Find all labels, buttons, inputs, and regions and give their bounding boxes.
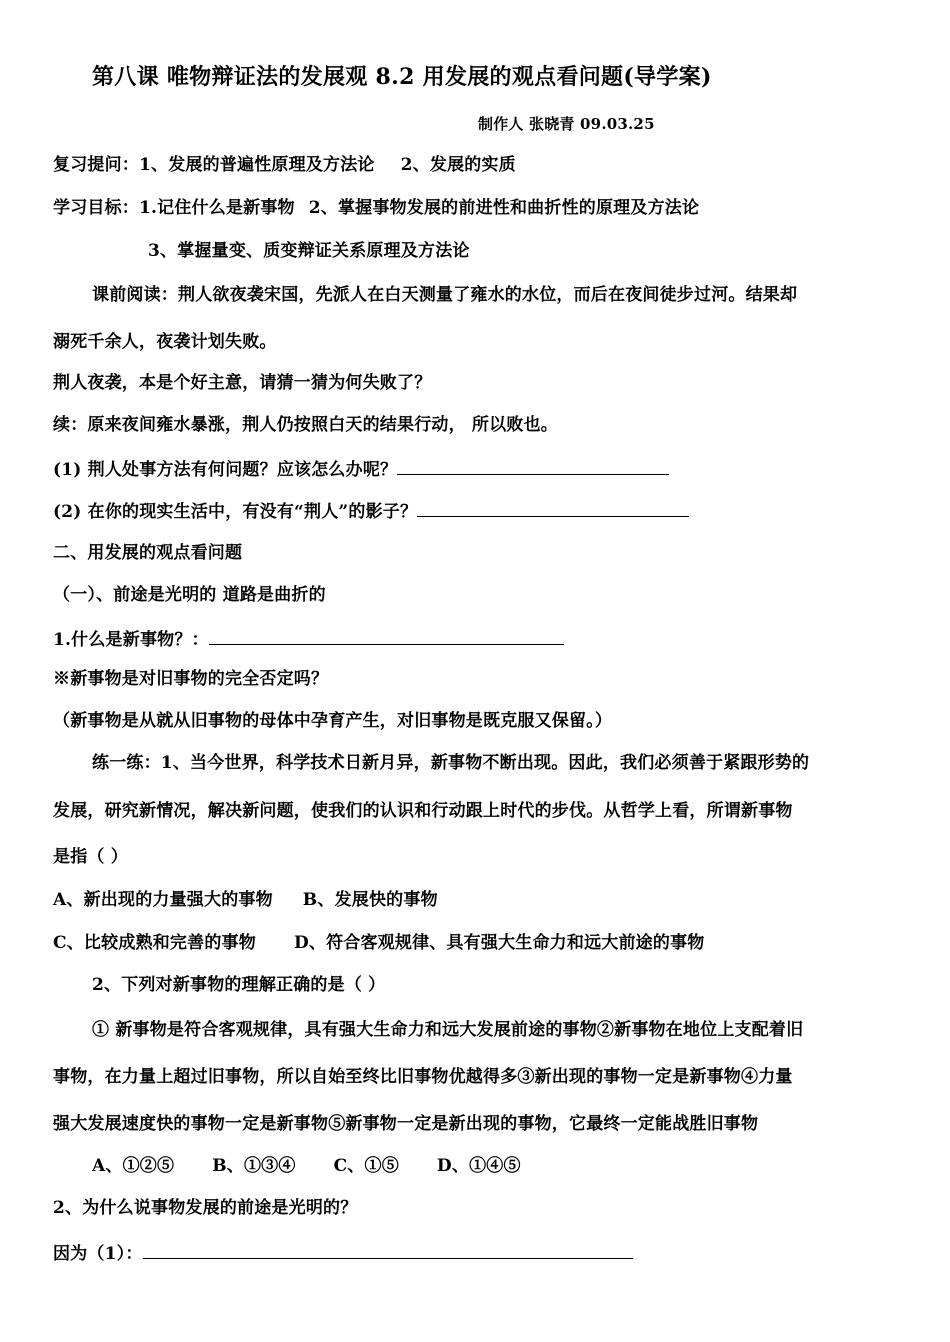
practice-1-line-3: 是指（ ）: [53, 847, 128, 867]
goal-item-3: 3、掌握量变、质变辩证关系原理及方法论: [148, 241, 470, 261]
goal-item-1: 1.记住什么是新事物: [139, 198, 295, 218]
because-line: [53, 1240, 633, 1265]
question-2: (2) 在你的现实生活中，有没有“荆人”的影子？: [53, 502, 418, 522]
review-item-1: 1、发展的普遍性原理及方法论: [139, 155, 375, 175]
goals-label: 学习目标：: [53, 198, 139, 218]
practice-2-option-d: D、①④⑤: [436, 1156, 521, 1176]
section-2-heading: 二、用发展的观点看问题: [53, 543, 243, 563]
reading-line-4: 续：原来夜间雍水暴涨，荆人仍按照白天的结果行动， 所以败也。: [53, 415, 558, 435]
option-d: D、符合客观规律、具有强大生命力和远大前途的事物: [293, 933, 705, 953]
practice-1-line-2: 发展，研究新情况，解决新问题，使我们的认识和行动跟上时代的步伐。从哲学上看，所谓新事物: [53, 801, 793, 821]
practice-2-options: [92, 1155, 521, 1177]
reading-line-3: 荆人夜袭，本是个好主意，请猜一猜为何失败了？: [53, 373, 432, 393]
practice-1-line-1: 练一练：1、当今世界，科学技术日新月异，新事物不断出现。因此，我们必须善于紧跟形势的: [92, 753, 810, 773]
review-item-2: 2、发展的实质: [400, 155, 516, 175]
page-title: 第八课 唯物辩证法的发展观 8.2 用发展的观点看问题(导学案): [92, 64, 712, 90]
new-thing-question: 1.什么是新事物？：: [53, 630, 209, 650]
practice-2-option-a: A、①②⑤: [92, 1156, 175, 1176]
reading-line-1: 课前阅读：荆人欲夜袭宋国，先派人在白天测量了雍水的水位，而后在夜间徒步过河。结果却: [92, 285, 798, 305]
new-thing-question-line: [53, 626, 564, 651]
review-line: [53, 154, 516, 176]
option-a: A、新出现的力量强大的事物: [53, 890, 273, 910]
practice-2-line-2: 事物，在力量上超过旧事物，所以自始至终比旧事物优越得多③新出现的事物一定是新事物④力量: [53, 1067, 793, 1087]
author-line: 制作人 张晓青 09.03.25: [478, 115, 655, 133]
because-label: 因为（1）：: [53, 1244, 143, 1264]
question-1-line: [53, 456, 669, 481]
note-answer: （新事物是从就从旧事物的母体中孕育产生，对旧事物是既克服又保留。）: [53, 711, 613, 731]
practice-1-options-ab: [53, 889, 438, 911]
option-b: B、发展快的事物: [302, 890, 438, 910]
section-3-question: 2、为什么说事物发展的前途是光明的？: [53, 1198, 358, 1218]
practice-2-line-1: ① 新事物是符合客观规律，具有强大生命力和远大发展前途的事物②新事物在地位上支配着旧: [92, 1020, 804, 1040]
practice-2-option-b: B、①③④: [212, 1156, 296, 1176]
practice-2-option-c: C、①⑤: [333, 1156, 399, 1176]
section-2-subheading: （一）、前途是光明的 道路是曲折的: [53, 585, 326, 605]
practice-2-line-3: 强大发展速度快的事物一定是新事物⑤新事物一定是新出现的事物，它最终一定能战胜旧事物: [53, 1114, 759, 1134]
question-2-line: [53, 498, 689, 523]
answer-blank-1[interactable]: [397, 456, 669, 475]
goal-item-2: 2、掌握事物发展的前进性和曲折性的原理及方法论: [308, 198, 700, 218]
practice-1-options-cd: [53, 932, 704, 954]
reading-line-2: 溺死千余人，夜袭计划失败。: [53, 332, 277, 352]
answer-blank-2[interactable]: [417, 498, 689, 517]
practice-2-question: 2、下列对新事物的理解正确的是（ ）: [92, 975, 386, 995]
option-c: C、比较成熟和完善的事物: [53, 933, 256, 953]
answer-blank-new-thing[interactable]: [209, 626, 564, 645]
answer-blank-because[interactable]: [143, 1240, 633, 1259]
question-1: (1) 荆人处事方法有何问题？应该怎么办呢？: [53, 460, 398, 480]
review-label: 复习提问：: [53, 155, 139, 175]
note-question: ※新事物是对旧事物的完全否定吗？: [53, 669, 329, 689]
goals-line: [53, 197, 699, 219]
